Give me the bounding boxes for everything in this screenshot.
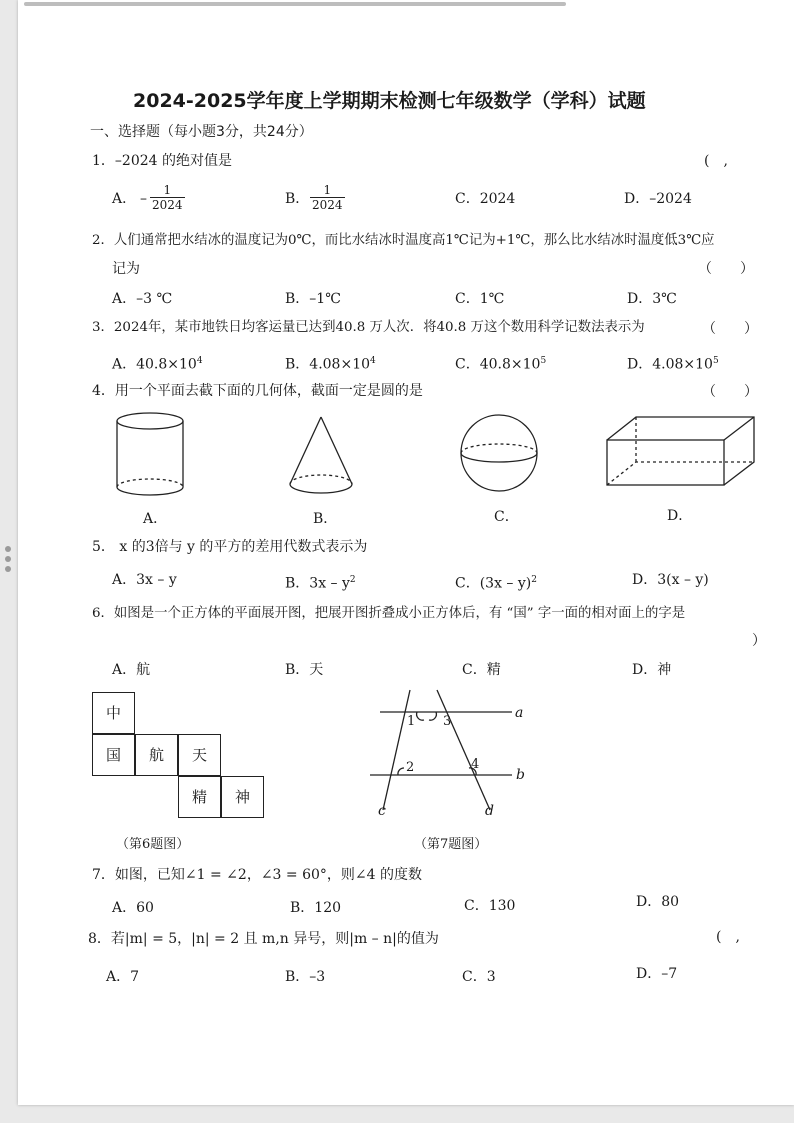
q7-option-b: B．120	[290, 900, 342, 916]
q4-option-c: C．	[494, 509, 519, 525]
q1-answer-paren: ( ,	[704, 153, 728, 169]
q2-stem-line1: 2．人们通常把水结冰的温度记为0℃，而比水结冰时温度高1℃记为+1℃，那么比水结冰时温度低3℃应	[92, 233, 715, 248]
q8-option-a: A．7	[106, 969, 140, 985]
fig6-caption: （第6题图）	[116, 837, 190, 852]
q5-option-b: B．$3x - y^2$	[285, 575, 356, 592]
q6-option-d: D．神	[632, 662, 672, 678]
q8-stem: 8．若|m| = 5，|n| = 2 且 m,n 异号，则|m – n|的值为	[88, 931, 439, 947]
q3-answer-paren: （ ）	[702, 321, 758, 337]
q7-option-a: A．60	[112, 900, 154, 916]
q8-option-c: C．3	[462, 969, 496, 985]
q4-stem: 4．用一个平面去截下面的几何体，截面一定是圆的是	[92, 383, 423, 399]
q2-option-d: D．3℃	[627, 291, 677, 307]
q5-stem: 5． x 的3倍与 y 的平方的差用代数式表示为	[92, 539, 368, 555]
q6-option-a: A．航	[112, 662, 151, 678]
section-heading: 一、选择题（每小题3分，共24分）	[90, 124, 313, 140]
q6-option-c: C．精	[462, 662, 501, 678]
fig7-caption: （第7题图）	[414, 837, 488, 852]
q3-option-c: C．$40.8\times 10^5$	[455, 356, 547, 373]
q2-option-a: A．–3 ℃	[112, 291, 173, 307]
q2-stem-line2: 记为	[112, 261, 140, 277]
q3-option-a: A．$40.8\times 10^4$	[112, 356, 203, 373]
q6-stem: 6．如图是一个正方体的平面展开图，把展开图折叠成小正方体后，有 “国” 字一面的相对面上的字是	[92, 606, 686, 621]
net-cell-guo: 国	[92, 734, 135, 776]
q1-option-a-sign: –	[140, 191, 147, 207]
q2-option-c: C．1℃	[455, 291, 505, 307]
net-cell-zhong: 中	[92, 692, 135, 734]
fig7-angle-2: 2	[406, 760, 415, 775]
q5-option-a: A．3x – y	[112, 572, 177, 588]
q1-option-a-label: A．	[112, 191, 137, 207]
fig7-angle-4: 4	[471, 757, 480, 772]
q4-option-a: A．	[143, 511, 168, 527]
q1-option-d: D．–2024	[624, 191, 692, 207]
fig7-line-c: c	[378, 803, 386, 819]
q3-stem: 3．2024年，某市地铁日均客运量已达到40.8 万人次．将40.8 万这个数用科学记数法表示为	[92, 320, 645, 335]
fig7-line-d: d	[485, 803, 494, 819]
net-cell-tian: 天	[178, 734, 221, 776]
q6-option-b: B．天	[285, 662, 324, 678]
q1-option-b-fraction: $\frac{1}{2024}$	[312, 183, 343, 212]
q1-option-a-fraction: $\frac{1}{2024}$	[152, 183, 183, 212]
q1-option-b-label: B．	[285, 191, 310, 207]
q7-option-d: D．80	[636, 894, 680, 910]
fig7-angle-1: 1	[407, 714, 416, 729]
q4-answer-paren: （ ）	[702, 384, 758, 400]
q5-option-c: C．(3x – y)$^2$	[455, 575, 537, 592]
q3-option-d: D．$4.08\times 10^5$	[627, 356, 719, 373]
q6-answer-paren: ）	[752, 633, 766, 649]
q4-option-d: D．	[667, 508, 693, 524]
q8-option-d: D．–7	[636, 966, 678, 982]
fig7-line-b: b	[516, 767, 525, 783]
q8-option-b: B．–3	[285, 969, 326, 985]
q8-answer-paren: ( ,	[716, 929, 740, 945]
net-cell-hang: 航	[135, 734, 178, 776]
q7-stem: 7．如图，已知∠1 = ∠2，∠3 = 60°，则∠4 的度数	[92, 867, 422, 883]
fig7-line-a: a	[515, 705, 524, 721]
q7-option-c: C．130	[464, 898, 516, 914]
net-cell-jing: 精	[178, 776, 221, 818]
q2-answer-paren: （ ）	[698, 261, 754, 277]
q1-stem: 1．–2024 的绝对值是	[92, 153, 232, 169]
q1-option-c: C．2024	[455, 191, 516, 207]
page-title: 2024-2025学年度上学期期末检测七年级数学（学科）试题	[133, 90, 646, 112]
q3-option-b: B．$4.08\times 10^4$	[285, 356, 376, 373]
q4-option-b: B．	[313, 511, 338, 527]
fig7-angle-3: 3	[443, 714, 452, 729]
q5-option-d: D．3(x – y)	[632, 572, 709, 588]
q2-option-b: B．–1℃	[285, 291, 341, 307]
net-cell-shen: 神	[221, 776, 264, 818]
